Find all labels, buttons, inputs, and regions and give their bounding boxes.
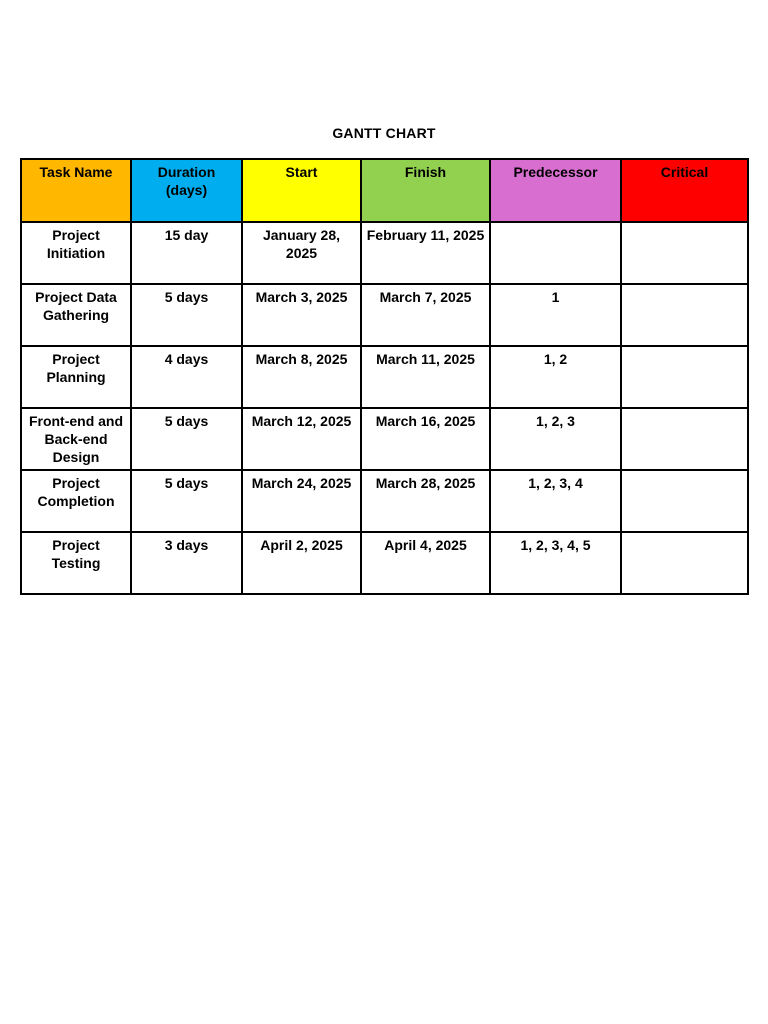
cell-start: January 28, 2025 <box>242 222 361 284</box>
cell-finish: March 11, 2025 <box>361 346 490 408</box>
cell-start: April 2, 2025 <box>242 532 361 594</box>
header-duration: Duration (days) <box>131 159 242 222</box>
header-row <box>21 159 748 222</box>
table-row <box>21 222 748 284</box>
cell-finish: February 11, 2025 <box>361 222 490 284</box>
cell-critical <box>621 408 748 470</box>
cell-start: March 12, 2025 <box>242 408 361 470</box>
cell-finish: April 4, 2025 <box>361 532 490 594</box>
cell-finish: March 28, 2025 <box>361 470 490 532</box>
cell-predecessor: 1, 2 <box>490 346 621 408</box>
cell-task-name: Project Testing <box>21 532 131 594</box>
cell-critical <box>621 222 748 284</box>
cell-critical <box>621 346 748 408</box>
table-row <box>21 470 748 532</box>
cell-task-name: Project Initiation <box>21 222 131 284</box>
cell-start: March 24, 2025 <box>242 470 361 532</box>
header-task-name: Task Name <box>21 159 131 222</box>
table-row <box>21 346 748 408</box>
header-start: Start <box>242 159 361 222</box>
cell-critical <box>621 470 748 532</box>
cell-duration: 5 days <box>131 408 242 470</box>
cell-predecessor: 1, 2, 3, 4 <box>490 470 621 532</box>
cell-predecessor: 1, 2, 3 <box>490 408 621 470</box>
cell-duration: 3 days <box>131 532 242 594</box>
table-row <box>21 532 748 594</box>
page-title: GANTT CHART <box>332 125 436 141</box>
header-critical: Critical <box>621 159 748 222</box>
cell-task-name: Project Planning <box>21 346 131 408</box>
cell-duration: 4 days <box>131 346 242 408</box>
header-finish: Finish <box>361 159 490 222</box>
gantt-table <box>20 158 749 595</box>
cell-duration: 15 day <box>131 222 242 284</box>
cell-task-name: Front-end and Back-end Design <box>21 408 131 470</box>
cell-start: March 3, 2025 <box>242 284 361 346</box>
table-row <box>21 408 748 470</box>
table-row <box>21 284 748 346</box>
cell-task-name: Project Completion <box>21 470 131 532</box>
cell-critical <box>621 532 748 594</box>
header-predecessor: Predecessor <box>490 159 621 222</box>
cell-duration: 5 days <box>131 470 242 532</box>
cell-predecessor: 1, 2, 3, 4, 5 <box>490 532 621 594</box>
cell-finish: March 16, 2025 <box>361 408 490 470</box>
cell-task-name: Project Data Gathering <box>21 284 131 346</box>
cell-finish: March 7, 2025 <box>361 284 490 346</box>
cell-critical <box>621 284 748 346</box>
cell-predecessor <box>490 222 621 284</box>
cell-duration: 5 days <box>131 284 242 346</box>
cell-start: March 8, 2025 <box>242 346 361 408</box>
cell-predecessor: 1 <box>490 284 621 346</box>
